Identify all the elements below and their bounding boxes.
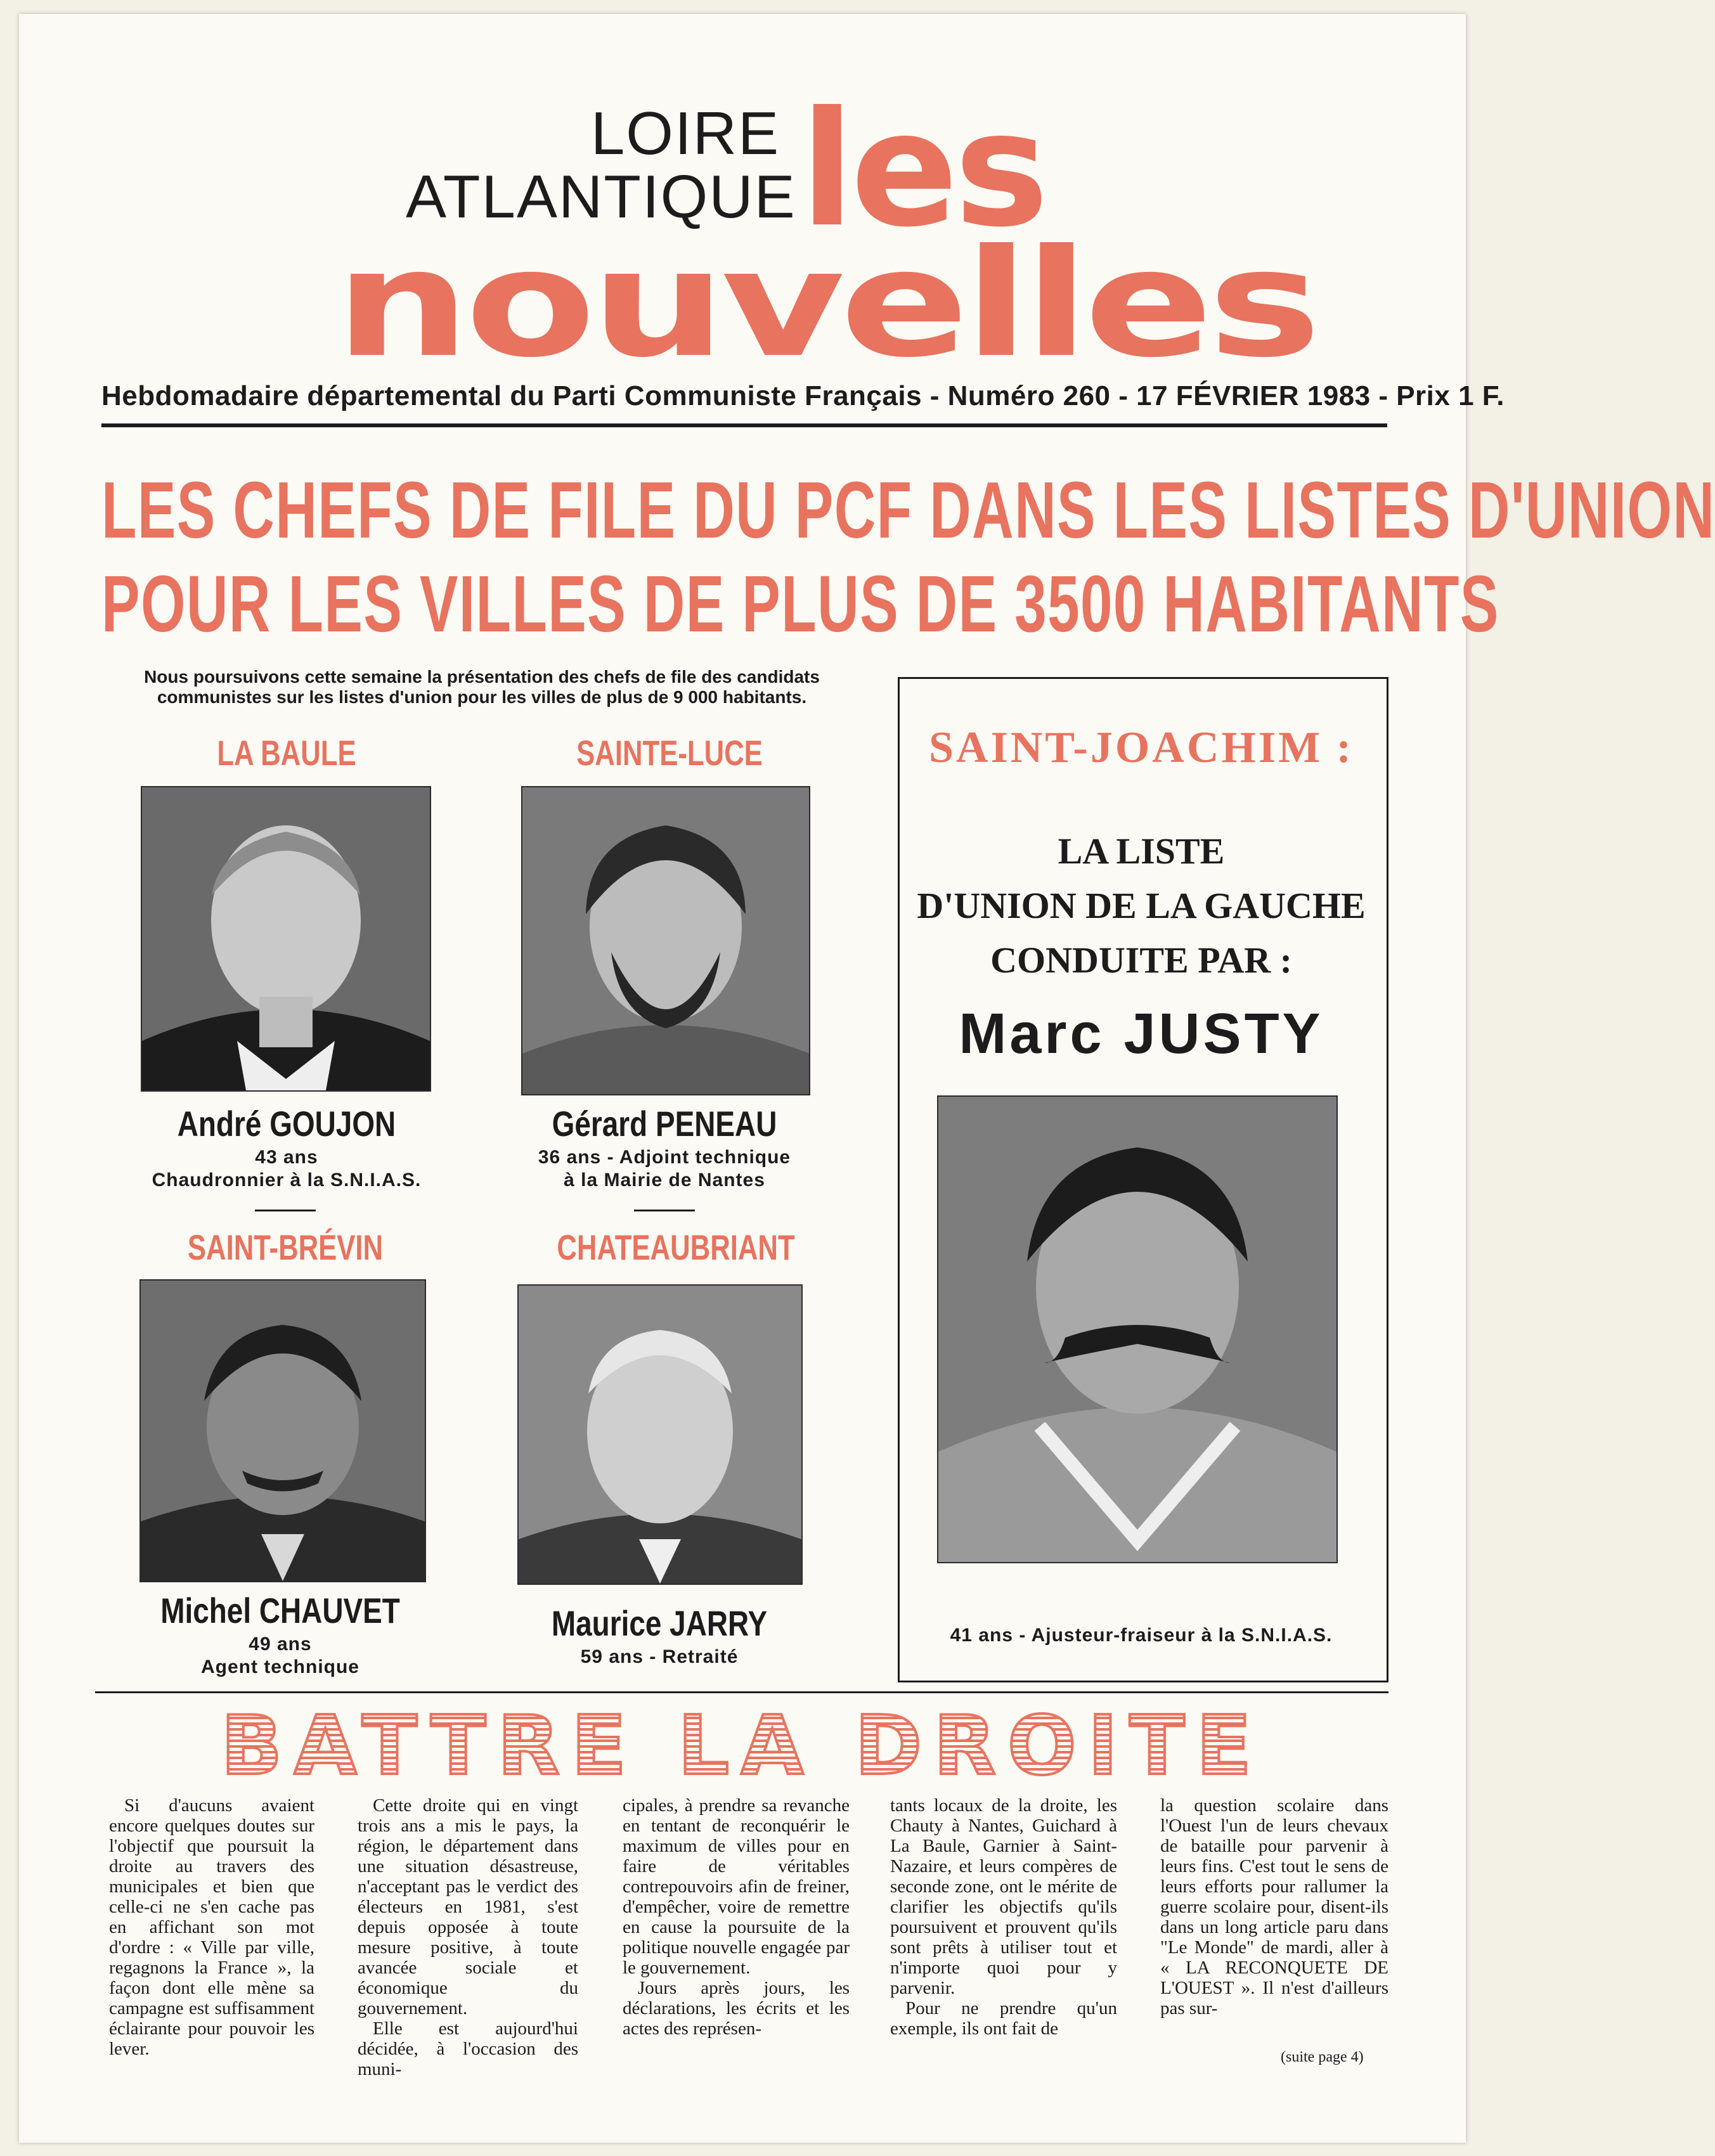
joachim-line1: LA LISTE [1058,830,1225,872]
article-title: BATTRE LA DROITE [95,1699,1388,1793]
masthead-rule [101,423,1387,427]
portrait-maurice-jarry [519,1286,801,1584]
town-chateaubriant: CHATEAUBRIANT [557,1227,795,1267]
candidate-name-goujon: André GOUJON [177,1104,396,1144]
candidate-name-jarry: Maurice JARRY [551,1603,768,1643]
portrait-andre-goujon [142,787,430,1090]
paragraph: Si d'aucuns avaient encore quelques doutes sur l'objectif que poursuit la droite au travers des municipales et bien que celle-ci ne s'en cache pas en affichant son mot d'ordre : « Ville par ville, regagnons la France », la façon dont elle mène sa campagne est suffisamment éclairante pour pouvoir les lever. [109,1795,314,2059]
joachim-line3: CONDUITE PAR : [990,939,1292,981]
separator [634,1210,695,1211]
portrait-michel-chauvet [141,1281,425,1581]
article-column-5 [1160,1795,1388,2018]
caption-line: 59 ans - Retraité [580,1646,739,1667]
article-column-2 [358,1795,578,2079]
candidate-caption-peneau [493,1146,836,1192]
caption-line: à la Mairie de Nantes [564,1170,765,1191]
masthead-title-les: les [800,77,1045,262]
portrait-gerard-peneau [522,787,809,1094]
caption-line: 49 ans [249,1634,312,1655]
article-column-3 [623,1795,850,2039]
town-saint-brevin: SAINT-BRÉVIN [187,1227,384,1267]
town-la-baule: LA BAULE [217,733,356,773]
portrait-marc-justy [938,1097,1336,1562]
paragraph: Pour ne prendre qu'un exemple, ils ont fait de [890,1998,1117,2039]
joachim-title: SAINT-JOACHIM : [929,723,1354,772]
headline-line1: LES CHEFS DE FILE DU PCF DANS LES LISTES D'UNION [101,465,1715,555]
continued-note: (suite page 4) [1281,2049,1364,2065]
candidate-name-peneau: Gérard PENEAU [552,1104,777,1144]
masthead-subtitle: Hebdomadaire départemental du Parti Communiste Français - Numéro 260 - 17 FÉVRIER 1983 - Prix 1 F. [101,380,1505,411]
paragraph: Elle est aujourd'hui décidée, à l'occasion des muni- [358,2018,578,2079]
article-rule [95,1691,1388,1693]
article-column-4 [890,1795,1117,2039]
photo-maurice-jarry [517,1284,803,1585]
joachim-caption: 41 ans - Ajusteur-fraiseur à la S.N.I.A.S. [950,1625,1333,1646]
town-sainte-luce: SAINTE-LUCE [576,733,763,773]
photo-gerard-peneau [521,786,810,1095]
joachim-line2: D'UNION DE LA GAUCHE [917,885,1366,926]
headline-line2: POUR LES VILLES DE PLUS DE 3500 HABITANTS [101,559,1499,649]
candidate-caption-jarry [488,1646,831,1669]
joachim-name: Marc JUSTY [959,1002,1324,1066]
separator [255,1210,316,1211]
joachim-headline [900,824,1382,988]
caption-line: 36 ans - Adjoint technique [538,1147,791,1168]
paragraph: tants locaux de la droite, les Chauty à Nantes, Guichard à La Baule, Garnier à Saint-Nazaire, et leurs compères de seconde zone, ont le mérite de clarifier les objectifs qu'ils poursuivent et prouvent qu'ils sont prêts à utiliser tout et n'importe quoi pour y parvenir. [890,1795,1117,1998]
candidate-name-chauvet: Michel CHAUVET [160,1591,400,1630]
masthead-region-line2: ATLANTIQUE [406,163,796,231]
caption-line: 43 ans [255,1147,318,1168]
intro-line1: Nous poursuivons cette semaine la présentation des chefs de file des candidats [144,667,820,687]
masthead-region-line1: LOIRE [590,100,780,167]
caption-line: Agent technique [200,1656,359,1677]
photo-andre-goujon [141,786,431,1092]
intro-text [101,667,862,707]
intro-line2: communistes sur les listes d'union pour les villes de plus de 9 000 habitants. [157,687,807,707]
article-column-1 [109,1795,314,2059]
photo-michel-chauvet [139,1279,426,1582]
masthead-title-nouvelles: nouvelles [335,217,1316,391]
photo-marc-justy [937,1095,1338,1563]
paragraph: cipales, à prendre sa revanche en tentant de reconquérir le maximum de villes pour en faire de véritables contrepouvoirs afin de freiner, d'empêcher, voire de remettre en cause la poursuite de la politique nouvelle engagée par le gouvernement. [623,1795,850,1978]
candidate-caption-goujon [115,1146,458,1192]
candidate-caption-chauvet [109,1633,451,1679]
paragraph: Cette droite qui en vingt trois ans a mis le pays, la région, le département dans une situation désastreuse, n'acceptant pas le verdict des électeurs en 1981, s'est depuis opposée à toute mesure positive, à toute avancée sociale et économique du gouvernement. [358,1795,578,2018]
paragraph: la question scolaire dans l'Ouest l'un de leurs chevaux de bataille pour parvenir à leurs fins. C'est tout le sens de leurs efforts pour rallumer la guerre scolaire pour, disent-ils dans un long article paru dans "Le Monde" de mardi, aller à « LA RECONQUETE DE L'OUEST ». Il n'est d'ailleurs pas sur- [1160,1795,1388,2018]
paragraph: Jours après jours, les déclarations, les écrits et les actes des représen- [623,1978,850,2039]
caption-line: Chaudronnier à la S.N.I.A.S. [152,1170,422,1191]
